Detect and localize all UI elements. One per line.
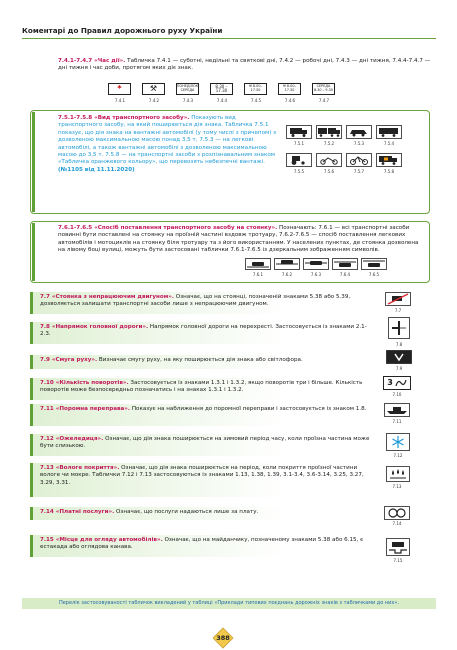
num-7-4-3: 7.4.3 <box>182 98 194 103</box>
num-7-5-5: 7.5.5 <box>293 169 305 174</box>
num-7-12: 7.12 <box>393 453 403 458</box>
tractor-icon <box>286 153 312 167</box>
section-code: 7.15 «Місце для огляду автомобілів». <box>40 537 163 543</box>
num-7-4-2: 7.4.2 <box>148 98 160 103</box>
sign-7-4-1: * <box>108 83 131 95</box>
section-text: Показує на наближення до поромної переправи і застосовується із знаком 1.8. <box>130 406 367 412</box>
section-code: 7.8 «Напрямок головної дороги». <box>40 324 149 330</box>
num-7-6-3: 7.6.3 <box>310 272 322 277</box>
coins-icon <box>384 506 410 520</box>
section-7-11 <box>40 406 375 413</box>
section-text: Означає, що послуги надаються лише за плату. <box>114 509 259 515</box>
num-7-4-4: 7.4.4 <box>216 98 228 103</box>
truck-icon <box>286 125 312 139</box>
num-7-6-5: 7.6.5 <box>368 272 380 277</box>
section-code: 7.7 «Стоянка з непрацюючим двигуном». <box>40 294 175 300</box>
bus-icon <box>376 125 402 139</box>
section-code: 7.10 «Кількість поворотів». <box>40 380 129 386</box>
num-7-11: 7.11 <box>392 419 402 424</box>
sign-7-4-3: ПОНЕДІЛОК СЕРЕДА <box>176 83 199 95</box>
parking-method-3-icon <box>303 258 329 270</box>
section-7-15 <box>40 537 375 552</box>
num-7-13: 7.13 <box>392 484 402 489</box>
num-7-5-7: 7.5.7 <box>353 169 365 174</box>
section-text: Означає, що на стоянці, позначеній знаками 5.38 або 5.39, дозволяється залишати транспортні засоби лише з непрацюючим двигуном. <box>40 294 351 308</box>
section-7-6-bar <box>32 223 35 281</box>
num-7-9: 7.9 <box>395 366 403 371</box>
num-7-8: 7.8 <box>395 342 403 347</box>
section-code: 7.6.1-7.6.5 «Спосіб поставлення транспортного засобу на стоянку». <box>58 225 278 231</box>
sign-7-4-7: СЕРЕДА 8.30 – 9.30 <box>312 83 335 95</box>
num-7-4-1: 7.4.1 <box>114 98 126 103</box>
page-header <box>22 26 436 39</box>
section-text: Визначає смугу руху, на яку поширюється дія знака або світлофора. <box>97 357 303 363</box>
section-code: 7.4.1-7.4.7 «Час дії». <box>58 58 126 64</box>
num-7-6-1: 7.6.1 <box>252 272 264 277</box>
parking-method-4-icon <box>332 258 358 270</box>
motorcycle-icon <box>316 153 342 167</box>
num-7-6-2: 7.6.2 <box>281 272 293 277</box>
num-7-5-8: 7.5.8 <box>383 169 395 174</box>
section-7-8 <box>40 324 370 339</box>
wet-road-icon <box>386 466 410 482</box>
section-code: 7.13 «Вологе покриття». <box>40 465 120 471</box>
num-7-5-6: 7.5.6 <box>323 169 335 174</box>
section-7-6 <box>58 225 426 255</box>
main-road-direction-icon <box>388 317 410 339</box>
num-7-5-2: 7.5.2 <box>323 141 335 146</box>
car-icon <box>346 125 372 139</box>
sign-7-4-2: ⚒ <box>142 83 165 95</box>
sign-7-4-6: ⚒ 8.00–17.30 <box>278 83 301 95</box>
num-7-4-6: 7.4.6 <box>284 98 296 103</box>
sign-7-4-5: ⚒ 8.00–17.30 <box>244 83 267 95</box>
section-7-5 <box>58 115 280 174</box>
section-7-9 <box>40 357 370 364</box>
parking-method-5-icon <box>361 258 387 270</box>
section-text: Означає, що дія знака поширюється на зимовий період часу, коли проїзна частина може бути слизькою. <box>40 436 370 450</box>
section-7-10 <box>40 380 375 395</box>
section-code: 7.14 «Платні послуги». <box>40 509 115 515</box>
section-text: Застосовується із знаками 1.3.1 і 1.3.2, якщо поворотів три і більше. Кількість поворотів може безпосередньо позначатись і на знаках 1.3.1 і 1.3.2. <box>40 380 363 394</box>
num-7-6-4: 7.6.4 <box>339 272 351 277</box>
section-text: Означає, що дія знака поширюється на період, коли покриття проїзної частини вологе чи мокре. Таблички 7.12 і 7.13 застосовуються із знаками 1.13, 1.38, 1.39, 3.1-3.4, 3.6-3.14, 3.25, 3.27, 3.29, 3.31. <box>40 465 364 486</box>
num-7-5-1: 7.5.1 <box>293 141 305 146</box>
section-text: Напрямок головної дороги на перехресті. Застосовується із знаками 2.1-2.3. <box>40 324 367 338</box>
footer-note: Перелік застосовуваності табличок викладений у таблиці «Приклади типових поєднань дорожніх знаків з табличками до них». <box>22 598 436 609</box>
section-text: Табличка 7.4.1 — суботні, недільні та святкові дні, 7.4.2 — робочі дні, 7.4.3 — дні тижня, 7.4.4-7.4.7 — дні тижня і час доби, протягом яких діє знак. <box>58 58 431 72</box>
section-7-14 <box>40 509 370 516</box>
section-code: 7.11 «Поромна переправа». <box>40 406 131 412</box>
num-7-5-4: 7.5.4 <box>383 141 395 146</box>
truck-trailer-icon <box>316 125 342 139</box>
num-7-4-7: 7.4.7 <box>318 98 330 103</box>
orange-plate-truck-icon <box>376 153 402 167</box>
ferry-icon <box>384 403 410 417</box>
num-7-5-3: 7.5.3 <box>353 141 365 146</box>
section-7-4 <box>58 58 438 73</box>
page-title: Коментарі до Правил дорожнього руху України <box>22 26 223 35</box>
num-7-4-5: 7.4.5 <box>250 98 262 103</box>
parking-method-1-icon <box>245 258 271 270</box>
num-7-7: 7.7 <box>394 308 402 313</box>
section-code: 7.5.1-7.5.8 «Вид транспортного засобу». <box>58 115 190 121</box>
lane-sign-icon <box>386 350 412 364</box>
section-text: Показують вид транспортного засобу, на який поширюється дія знака. Табличка 7.5.1 показує, що дія знака на вантажні автомобілі (у тому числі з причепом) з дозволеною максимальною масою понад 3,5 т, 7.5.3 — на легкові автомобілі, а також вантажні автомобілі з дозволеною максимальною масою до 3,5 т. 7.5.8 — на транспортні засоби з розпізнавальним знаком «Табличка оранжевого кольору», що перевозять небезпечні вантажі. <box>58 115 277 166</box>
section-7-13 <box>40 465 375 487</box>
num-7-15: 7.15 <box>393 558 403 563</box>
num-7-14: 7.14 <box>392 521 402 526</box>
section-text: Означає, що на майданчику, позначеному знаками 5.38 або 6.15, є естакада або оглядова канава. <box>40 537 364 551</box>
parking-method-2-icon <box>274 258 300 270</box>
num-7-10: 7.10 <box>392 392 402 397</box>
zigzag-icon <box>395 378 407 388</box>
page-number: 388 <box>216 634 230 642</box>
turns-count: 3 <box>387 377 393 387</box>
section-7-5-bar <box>32 112 35 212</box>
section-code: 7.12 «Ожеледиця». <box>40 436 104 442</box>
turns-sign <box>383 376 411 390</box>
section-7-12 <box>40 436 370 451</box>
snowflake-icon <box>386 433 410 451</box>
section-7-7 <box>40 294 370 309</box>
section-text: Позначають: 7.6.1 — всі транспортні засоби повинні бути поставлені на стоянку на проїзній частині вздовж тротуару, 7.6.2-7.6.5 — спосіб поставлення легкових автомобілів і мотоциклів на стоянку біля тротуару та з його використанням. У населених пунктах, де стоянка дозволена на лівому боці вулиці, можуть бути застосовані таблички 7.6.1-7.6.5 із дзеркальним зображенням символів. <box>58 225 419 254</box>
section-code: 7.9 «Смуга руху». <box>40 357 98 363</box>
engine-off-sign-icon <box>385 292 411 306</box>
decree-ref: (№1105 від 11.11.2020) <box>58 166 135 173</box>
inspection-pit-icon <box>386 538 410 556</box>
sign-7-4-4: 8.30 – 17.30 <box>210 83 233 95</box>
bicycle-icon <box>346 153 372 167</box>
